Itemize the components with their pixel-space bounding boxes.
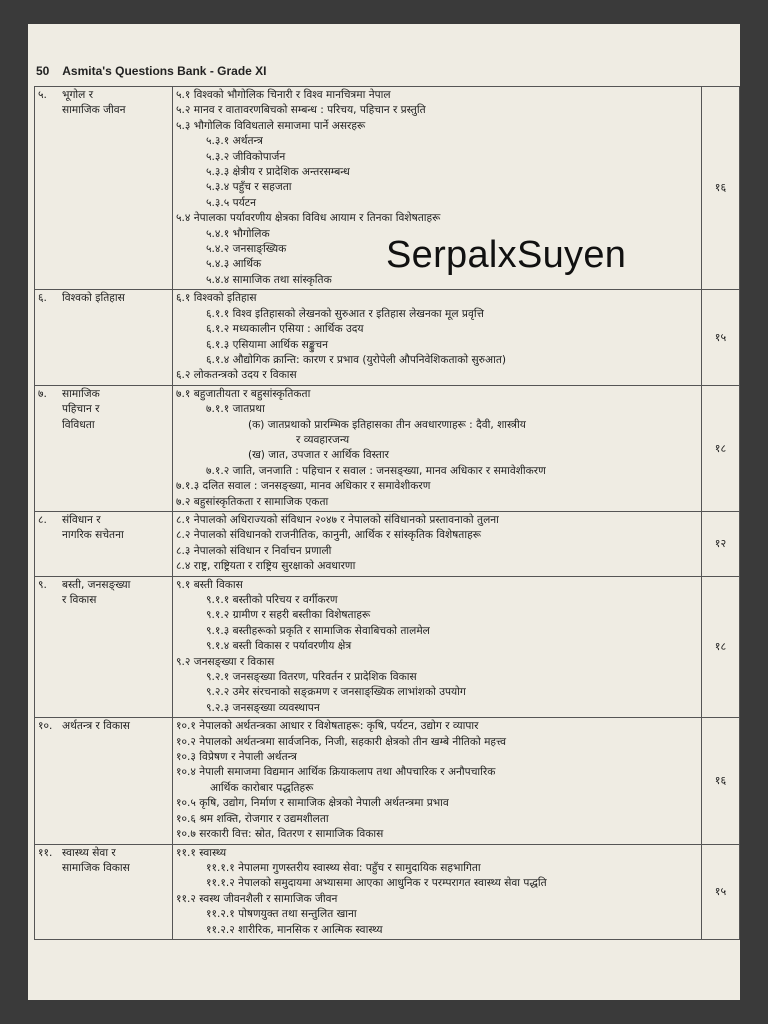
unit-contents-cell [173,511,702,576]
subtopic-line: ५.४.१ भौगोलिक [206,227,270,240]
unit-title-line: सामाजिक जीवन [62,104,126,117]
teaching-hours-cell: १६ [702,718,740,844]
syllabus-table [34,86,740,940]
unit-title-line: पहिचान र [62,403,100,416]
unit-title-line: विश्वको इतिहास [62,292,125,305]
subtopic-line: ११.१.२ नेपालको समुदायमा अभ्यासमा आएका आधुनिक र परम्परागत स्वास्थ्य सेवा पद्धति [206,877,547,890]
teaching-hours-cell: १८ [702,385,740,511]
subtopic-line: ११.२.२ शारीरिक, मानसिक र आत्मिक स्वास्थ्य [206,923,383,936]
unit-title-line: नागरिक सचेतना [62,529,124,542]
subtopic-line: (क) जातप्रथाको प्रारम्भिक इतिहासका तीन अवधारणाहरू : दैवी, शास्त्रीय [248,418,526,431]
unit-title-cell [35,511,173,576]
unit-number: ५. [38,89,47,101]
subtopic-line: ५.४.२ जनसाङ्ख्यिक [206,243,287,256]
subtopic-line: ६.१.३ एसियामा आर्थिक सङ्कुचन [206,338,329,351]
topic-line: ७.१ बहुजातीयता र बहुसांस्कृतिकता [176,387,311,400]
topic-line: ८.१ नेपालको अधिराज्यको संविधान २०४७ र नेपालको संविधानको प्रस्तावनाको तुलना [176,513,499,526]
topic-line: १०.२ नेपालको अर्थतन्त्रमा सार्वजनिक, निजी, सहकारी क्षेत्रको तीन खम्बे नीतिको महत्त्व [176,735,507,748]
unit-contents-cell [173,576,702,718]
subtopic-line: ६.१.४ औद्योगिक क्रान्ति: कारण र प्रभाव (युरोपेली औपनिवेशिकताको सुरुआत) [206,353,507,366]
subtopic-line: ६.१.२ मध्यकालीन एसिया : आर्थिक उदय [206,323,364,336]
topic-line: ११.१ स्वास्थ्य [176,846,227,859]
unit-title-line: बस्ती, जनसङ्ख्या [62,578,131,591]
subtopic-line: ९.१.४ बस्ती विकास र पर्यावरणीय क्षेत्र [206,640,352,653]
unit-number: ९. [38,578,47,591]
unit-title-line: विविधता [62,418,95,431]
unit-title-line: सामाजिक [62,387,100,400]
subtopic-line: ९.१.१ बस्तीको परिचय र वर्गीकरण [206,594,338,606]
subtopic-line: ६.१.१ विश्व इतिहासको लेखनको सुरुआत र इतिहास लेखनका मूल प्रवृत्ति [206,307,484,320]
topic-line: ५.३ भौगोलिक विविधताले समाजमा पार्ने असरहरू [176,119,366,132]
subtopic-line: ५.३.३ क्षेत्रीय र प्रादेशिक अन्तरसम्बन्ध [206,166,350,179]
subtopic-line: ५.३.२ जीविकोपार्जन [206,150,286,163]
topic-line: ५.१ विश्वको भौगोलिक चिनारी र विश्व मानचित्रमा नेपाल [176,89,391,101]
unit-row [35,385,740,511]
unit-contents-cell [173,290,702,385]
unit-contents-cell [173,844,702,939]
unit-title-line: अर्थतन्त्र र विकास [62,720,130,733]
running-header [36,64,267,78]
unit-number: १०. [38,720,53,733]
unit-title-cell [35,87,173,290]
subtopic-line: ७.१.२ जाति, जनजाति : पहिचान र सवाल : जनसङ्ख्या, मानव अधिकार र समावेशीकरण [206,464,546,477]
subtopic-line: ५.३.५ पर्यटन [206,196,257,209]
subtopic-line: ५.४.४ सामाजिक तथा सांस्कृतिक [206,273,332,286]
book-title: Asmita's Questions Bank - Grade XI [62,64,267,78]
subtopic-line: आर्थिक कारोबार पद्धतिहरू [210,781,314,794]
topic-line: ९.२ जनसङ्ख्या र विकास [176,655,275,668]
topic-line: ८.२ नेपालको संविधानको राजनीतिक, कानुनी, आर्थिक र सांस्कृतिक विशेषताहरू [176,529,481,542]
topic-line: १०.६ श्रम शक्ति, रोजगार र उद्यमशीलता [176,812,329,825]
topic-line: ७.१.३ दलित सवाल : जनसङ्ख्या, मानव अधिकार र समावेशीकरण [176,480,431,493]
teaching-hours-cell: १५ [702,844,740,939]
unit-row [35,511,740,576]
unit-row [35,576,740,718]
unit-title-line: भूगोल र [62,89,94,101]
unit-row [35,844,740,939]
unit-row [35,290,740,385]
topic-line: ८.४ राष्ट्र, राष्ट्रियता र राष्ट्रिय सुरक्षाको अवधारणा [176,560,356,573]
subtopic-line: ७.१.१ जातप्रथा [206,403,265,416]
teaching-hours-cell: १६ [702,87,740,290]
unit-title-cell [35,290,173,385]
subtopic-line: र व्यवहारजन्य [296,433,350,446]
teaching-hours-cell: १२ [702,511,740,576]
unit-number: ११. [38,846,53,859]
subtopic-line: ११.१.१ नेपालमा गुणस्तरीय स्वास्थ्य सेवा: पहुँच र सामुदायिक सहभागिता [206,861,481,874]
unit-number: ८. [38,513,47,526]
unit-title-line: स्वास्थ्य सेवा र [62,846,116,859]
teaching-hours-cell: १८ [702,576,740,718]
unit-number: ६. [38,292,47,305]
subtopic-line: ९.२.३ जनसङ्ख्या व्यवस्थापन [206,701,320,714]
topic-line: १०.७ सरकारी वित्त: स्रोत, वितरण र सामाजिक विकास [176,828,384,841]
subtopic-line: ५.३.४ पहुँच र सहजता [206,181,292,194]
unit-title-line: सामाजिक विकास [62,861,130,874]
topic-line: १०.१ नेपालको अर्थतन्त्रका आधार र विशेषताहरू: कृषि, पर्यटन, उद्योग र व्यापार [176,720,479,733]
subtopic-line: (ख) जात, उपजात र आर्थिक विस्तार [248,449,389,462]
unit-contents-cell [173,385,702,511]
topic-line: १०.५ कृषि, उद्योग, निर्माण र सामाजिक क्षेत्रको नेपाली अर्थतन्त्रमा प्रभाव [176,797,449,810]
topic-line: ५.२ मानव र वातावरणबिचको सम्बन्ध : परिचय, पहिचान र प्रस्तुति [176,104,426,117]
unit-number: ७. [38,387,47,400]
unit-contents-cell [173,718,702,844]
unit-title-cell [35,385,173,511]
unit-title-cell [35,718,173,844]
subtopic-line: ९.२.२ उमेर संरचनाको सङ्क्रमण र जनसाङ्ख्यिक लाभांशको उपयोग [206,686,466,699]
subtopic-line: ९.२.१ जनसङ्ख्या वितरण, परिवर्तन र प्रादेशिक विकास [206,671,417,684]
watermark-text: SerpalxSuyen [386,234,627,276]
unit-title-line: र विकास [62,594,97,606]
teaching-hours-cell: १५ [702,290,740,385]
subtopic-line: ५.३.१ अर्थतन्त्र [206,135,263,148]
topic-line: ११.२ स्वस्थ जीवनशैली र सामाजिक जीवन [176,892,338,905]
topic-line: ८.३ नेपालको संविधान र निर्वाचन प्रणाली [176,544,332,557]
unit-row [35,718,740,844]
book-page [28,24,740,1000]
topic-line: ६.२ लोकतन्त्रको उदय र विकास [176,369,297,382]
topic-line: ६.१ विश्वको इतिहास [176,292,257,305]
subtopic-line: ९.१.२ ग्रामीण र सहरी बस्तीका विशेषताहरू [206,609,371,622]
unit-title-cell [35,576,173,718]
subtopic-line: ९.१.३ बस्तीहरूको प्रकृति र सामाजिक सेवाबिचको तालमेल [206,624,430,637]
topic-line: १०.३ विप्रेषण र नेपाली अर्थतन्त्र [176,751,297,764]
topic-line: १०.४ नेपाली समाजमा विद्यमान आर्थिक क्रियाकलाप तथा औपचारिक र अनौपचारिक [176,766,496,779]
topic-line: ७.२ बहुसांस्कृतिकता र सामाजिक एकता [176,495,329,508]
page-number: 50 [36,64,50,78]
subtopic-line: ११.२.१ पोषणयुक्त तथा सन्तुलित खाना [206,908,357,921]
unit-title-line: संविधान र [62,513,101,526]
unit-title-cell [35,844,173,939]
subtopic-line: ५.४.३ आर्थिक [206,258,262,271]
topic-line: ५.४ नेपालका पर्यावरणीय क्षेत्रका विविध आयाम र तिनका विशेषताहरू [176,212,441,225]
topic-line: ९.१ बस्ती विकास [176,578,243,591]
